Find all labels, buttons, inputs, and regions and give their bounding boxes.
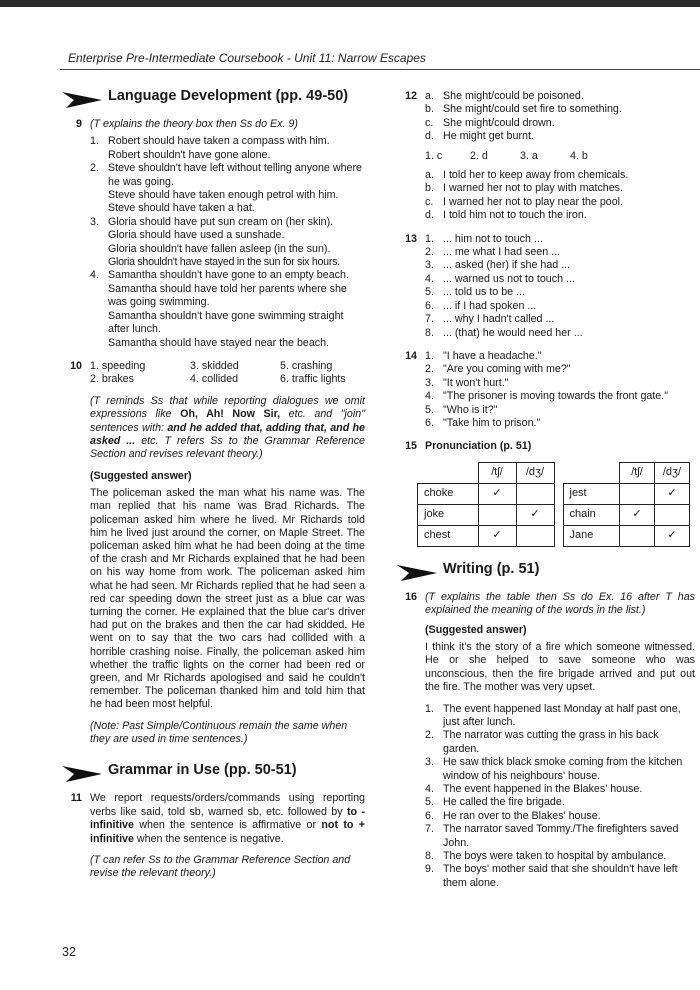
item-line: Gloria should have put sun cream on (her skin).: [108, 215, 334, 228]
item-line: Samantha shouldn't have gone to an empty beach.: [108, 269, 349, 282]
item-number: 6.: [425, 416, 434, 429]
exercise-15: [395, 440, 695, 546]
arrow-icon: [395, 561, 439, 583]
list-item: [425, 233, 695, 246]
table-header-row: [563, 462, 690, 483]
check-cell: [655, 483, 690, 504]
list-item: [425, 810, 695, 823]
check-cell: [620, 504, 655, 525]
item-text: The narrator saved Tommy./The firefighters saved John.: [443, 823, 679, 849]
item-text: He might get burnt.: [443, 130, 534, 143]
right-column: [395, 90, 695, 890]
item-text: "I have a headache.": [443, 349, 542, 362]
check-icon: ✓: [632, 508, 642, 521]
list-item: [425, 286, 695, 299]
list-item: [425, 390, 695, 403]
item-text: She might/could be poisoned.: [443, 90, 584, 102]
exercise-number: 12: [405, 90, 417, 102]
column-header: /dʒ/: [516, 462, 554, 483]
item-line: Gloria shouldn't have stayed in the sun for six hours.: [108, 256, 340, 269]
check-icon: ✓: [667, 487, 677, 500]
word-cell: Jane: [563, 525, 620, 546]
check-cell: [516, 525, 554, 546]
item-line: Steve should have taken enough petrol with him.: [108, 189, 339, 202]
item-text: The event happened in the Blakes' house.: [443, 783, 643, 796]
item-number: 3.: [425, 376, 434, 389]
instr-text: etc. T refers Ss to the Grammar Reference Section and revises relevant theory.): [90, 434, 365, 461]
item-number: 6.: [425, 809, 434, 822]
item-letter: a.: [425, 90, 434, 102]
word-cell: joke: [418, 504, 479, 525]
answer-list: [425, 90, 695, 144]
check-cell: [516, 504, 554, 525]
item-number: 9.: [425, 863, 434, 876]
body-text: We report requests/orders/commands using reporting verbs like said, told sb, warned sb, etc. followed by: [90, 792, 365, 818]
item-number: 5.: [425, 403, 434, 416]
answer-list: [425, 350, 695, 430]
item-number: 4.: [425, 390, 434, 403]
item-letter: d.: [425, 130, 434, 143]
list-item: [425, 313, 695, 326]
item-number: 2.: [425, 729, 434, 742]
table-row: [563, 525, 690, 546]
exercise-10: [60, 360, 365, 747]
word-cell: chain: [563, 504, 620, 525]
item-number: 3.: [90, 215, 99, 228]
list-item: [425, 273, 695, 286]
item-number: 3.: [425, 756, 434, 769]
item-text: The boys' mother said that she shouldn't have left them alone.: [443, 863, 678, 889]
list-item: [425, 783, 695, 796]
word-item: 3. skidded: [190, 359, 239, 372]
instr-bold: Oh, Ah! Now Sir,: [180, 408, 281, 421]
table-row: [418, 525, 555, 546]
column-header: /tʃ/: [620, 462, 655, 483]
top-edge-bar: [0, 0, 700, 7]
check-cell: [620, 483, 655, 504]
match-item: 2. d: [470, 149, 488, 162]
check-cell: [478, 504, 516, 525]
check-icon: ✓: [530, 508, 540, 521]
match-item: 3. a: [520, 149, 538, 162]
exercise-number: 9: [76, 118, 82, 130]
list-item: [425, 103, 695, 116]
item-number: 1.: [425, 349, 434, 362]
table-header-row: [418, 462, 555, 483]
left-column: [60, 86, 365, 881]
item-number: 6.: [425, 299, 434, 312]
section-title: Writing (p. 51): [443, 560, 540, 577]
item-number: 2.: [425, 363, 434, 376]
table-row: [418, 504, 555, 525]
list-item: [425, 363, 695, 376]
check-cell: [478, 483, 516, 504]
column-header: /tʃ/: [478, 462, 516, 483]
table-row: [563, 483, 690, 504]
check-cell: [655, 504, 690, 525]
answer-list: [425, 233, 695, 340]
exercise-number: 13: [405, 232, 417, 245]
table-row: [418, 483, 555, 504]
exercise-number: 14: [405, 349, 417, 362]
item-text: He called the fire brigade.: [443, 796, 565, 809]
item-text: ... warned us not to touch ...: [443, 272, 575, 285]
word-item: 4. collided: [190, 373, 239, 386]
list-item: [425, 850, 695, 863]
list-item: [425, 350, 695, 363]
item-number: 1.: [425, 232, 434, 245]
arrow-icon: [60, 88, 104, 110]
exercise-16: [395, 591, 695, 891]
word-grid: [90, 360, 365, 387]
item-line: Samantha shouldn't have gone swimming straight after lunch.: [108, 309, 344, 336]
table-row: [563, 504, 690, 525]
check-cell: [478, 525, 516, 546]
list-item: [90, 269, 365, 349]
item-text: I told her to keep away from chemicals.: [443, 169, 629, 182]
exercise-9: [60, 118, 365, 350]
check-icon: ✓: [492, 487, 502, 500]
blank-cell: [563, 462, 620, 483]
item-text: I told him not to touch the iron.: [443, 209, 587, 222]
exercise-14: [395, 350, 695, 430]
item-number: 1.: [90, 135, 99, 148]
blank-cell: [418, 462, 479, 483]
item-number: 5.: [425, 286, 434, 299]
item-text: The event happened last Monday at half past one, just after lunch.: [443, 702, 681, 728]
item-number: 4.: [425, 272, 434, 285]
list-item: [425, 377, 695, 390]
item-line: Gloria shouldn't have fallen asleep (in the sun).: [108, 242, 331, 255]
exercise-12: [395, 90, 695, 223]
item-text: The narrator was cutting the grass in his back garden.: [443, 729, 659, 755]
instr-text: etc. and "join" sentences with:: [90, 408, 365, 434]
list-item: [90, 216, 365, 270]
match-item: 1. c: [425, 149, 443, 162]
item-number: 7.: [425, 313, 434, 326]
running-header: Enterprise Pre-Intermediate Coursebook - Unit 11: Narrow Escapes: [68, 51, 426, 65]
item-text: He saw thick black smoke coming from the kitchen window of his neighbours' house.: [443, 756, 683, 782]
body-text: when the sentence is affirmative or: [133, 819, 322, 832]
note: (Note: Past Simple/Continuous remain the same when they are used in time sentences.): [90, 719, 348, 746]
word-item: 2. brakes: [90, 373, 134, 386]
exercise-text: [90, 792, 365, 846]
list-item: [425, 703, 695, 730]
item-text: "Who is it?": [443, 403, 498, 416]
instr-bold: and he added that, adding that, and he asked ...: [90, 421, 365, 447]
pronunciation-table-b: [563, 462, 691, 547]
exercise-instruction: (T explains the table then Ss do Ex. 16 after T has explained the meaning of the words in the list.): [425, 590, 695, 617]
check-cell: [655, 525, 690, 546]
suggested-answer-label: (Suggested answer): [425, 623, 527, 636]
match-answers: [425, 150, 695, 163]
list-item: [425, 327, 695, 340]
section-heading-language-development: [60, 86, 365, 114]
item-text: ... told us to be ...: [443, 286, 525, 299]
exercise-number: 16: [405, 590, 417, 603]
word-cell: chest: [418, 525, 479, 546]
item-number: 7.: [425, 823, 434, 836]
check-cell: [516, 483, 554, 504]
list-item: [425, 756, 695, 783]
exercise-number: 11: [70, 792, 82, 805]
item-letter: b.: [425, 103, 434, 116]
exercise-title: Pronunciation (p. 51): [425, 440, 532, 453]
item-text: He ran over to the Blakes' house.: [443, 809, 601, 822]
list-item: [425, 182, 695, 195]
item-number: 5.: [425, 796, 434, 809]
word-cell: jest: [563, 483, 620, 504]
body-text: when the sentence is negative.: [133, 832, 284, 845]
list-item: [425, 823, 695, 850]
column-header: /dʒ/: [655, 462, 690, 483]
item-number: 2.: [425, 246, 434, 259]
suggested-answer-label: (Suggested answer): [90, 469, 192, 482]
word-item: 1. speeding: [90, 359, 146, 372]
check-cell: [620, 525, 655, 546]
pronunciation-tables: [417, 462, 695, 547]
body-bold: to -infinitive: [90, 805, 366, 832]
item-line: Steve shouldn't have left without telling anyone where he was going.: [108, 162, 362, 188]
pronunciation-table-a: [417, 462, 555, 547]
item-letter: a.: [425, 169, 434, 182]
answer-paragraph: I think it's the story of a fire which someone witnessed. He or she helped to save someone who was unconscious, then the fire brigade arrived and put out the fire. The mother was very upset.: [425, 640, 695, 694]
item-text: I warned her not to play near the pool.: [443, 195, 624, 208]
exercise-instruction: (T explains the theory box then Ss do Ex. 9): [90, 118, 298, 130]
item-text: The boys were taken to hospital by ambulance.: [443, 850, 667, 863]
exercise-instruction: [90, 395, 365, 462]
item-line: Robert should have taken a compass with him.: [108, 135, 330, 148]
body-bold: not to + infinitive: [90, 819, 365, 845]
item-line: Steve should have taken a hat.: [108, 202, 255, 215]
header-rule: [60, 69, 700, 70]
list-item: [425, 169, 695, 182]
list-item: [425, 259, 695, 272]
list-item: [425, 404, 695, 417]
page-number: 32: [62, 945, 76, 959]
item-text: I warned her not to play with matches.: [443, 182, 623, 195]
item-text: She might/could set fire to something.: [443, 103, 622, 116]
list-item: [425, 90, 695, 103]
list-item: [425, 796, 695, 809]
item-text: ... him not to touch ...: [443, 232, 543, 245]
item-number: 8.: [425, 326, 434, 339]
list-item: [425, 729, 695, 756]
instr-text: (T reminds Ss that while reporting dialogues we omit expressions like: [90, 394, 365, 421]
item-letter: d.: [425, 209, 434, 222]
item-number: 2.: [90, 162, 99, 175]
answer-list: [90, 135, 365, 350]
list-item: [425, 130, 695, 143]
item-line: Samantha should have told her parents where she was going swimming.: [108, 282, 347, 309]
item-number: 4.: [90, 269, 99, 282]
item-letter: c.: [425, 116, 434, 129]
section-heading-grammar: [60, 760, 365, 788]
item-text: She might/could drown.: [443, 116, 555, 129]
item-number: 1.: [425, 702, 434, 715]
item-letter: c.: [425, 195, 434, 208]
check-icon: ✓: [667, 529, 677, 542]
section-title: Grammar in Use (pp. 50-51): [108, 762, 297, 779]
word-item: 5. crashing: [280, 359, 333, 372]
item-text: ... me what I had seen ...: [443, 246, 561, 259]
item-line: Robert shouldn't have gone alone.: [108, 148, 271, 161]
item-text: ... asked (her) if she had ...: [443, 259, 571, 272]
item-letter: b.: [425, 182, 434, 195]
list-item: [425, 209, 695, 222]
exercise-13: [395, 233, 695, 340]
item-number: 8.: [425, 850, 434, 863]
list-item: [90, 162, 365, 216]
match-item: 4. b: [570, 149, 588, 162]
list-item: [425, 300, 695, 313]
word-cell: choke: [418, 483, 479, 504]
exercise-11: [60, 792, 365, 880]
item-text: ... why I hadn't called ...: [443, 313, 555, 326]
check-icon: ✓: [492, 529, 502, 542]
item-line: Gloria should have used a sunshade.: [108, 229, 285, 242]
word-item: 6. traffic lights: [280, 373, 346, 386]
list-item: [425, 863, 695, 890]
list-item: [425, 196, 695, 209]
item-text: "Take him to prison.": [443, 416, 541, 429]
item-line: Samantha should have stayed near the beach.: [108, 336, 330, 349]
item-text: "It won't hurt.": [443, 376, 509, 389]
answer-paragraph: The policeman asked the man what his name was. The man replied that his name was Brad Richards. The policeman asked him where he lived. Mr Richards told him he lived just around the corner, on Maple Street. The policeman asked him what he had been doing at the time of the crash and Mr Richards explained that he had been on his way home from work. The policeman asked him what he had seen. Mr Richards replied that he had seen a red car speeding down the street just as a blue car was turning the corner. He explained that the blue car's driver had put on the brakes and then the car had skidded. He went on to say that the two cars had collided with a horrible crashing noise. Finally, the policeman asked him whether the traffic lights on the corner had been red or green, and Mr Richards apologised and said he couldn't remember. The policeman thanked him and told him that he had been most helpful.: [90, 487, 365, 711]
list-item: [425, 246, 695, 259]
list-item: [425, 417, 695, 430]
exercise-number: 15: [405, 440, 417, 453]
item-number: 4.: [425, 783, 434, 796]
list-item: [90, 135, 365, 162]
item-text: "The prisoner is moving towards the front gate.": [443, 390, 669, 403]
item-text: ... if I had spoken ...: [443, 299, 537, 312]
exercise-number: 10: [70, 359, 82, 372]
arrow-icon: [60, 762, 104, 784]
exercise-instruction: (T can refer Ss to the Grammar Reference Section and revise the relevant theory.): [90, 854, 351, 880]
item-text: "Are you coming with me?": [443, 363, 571, 376]
item-number: 3.: [425, 259, 434, 272]
section-heading-writing: [395, 559, 695, 587]
list-item: [425, 117, 695, 130]
item-text: ... (that) he would need her ...: [443, 326, 583, 339]
answer-list: [425, 703, 695, 891]
answer-list: [425, 169, 695, 223]
section-title: Language Development (pp. 49-50): [108, 88, 349, 104]
